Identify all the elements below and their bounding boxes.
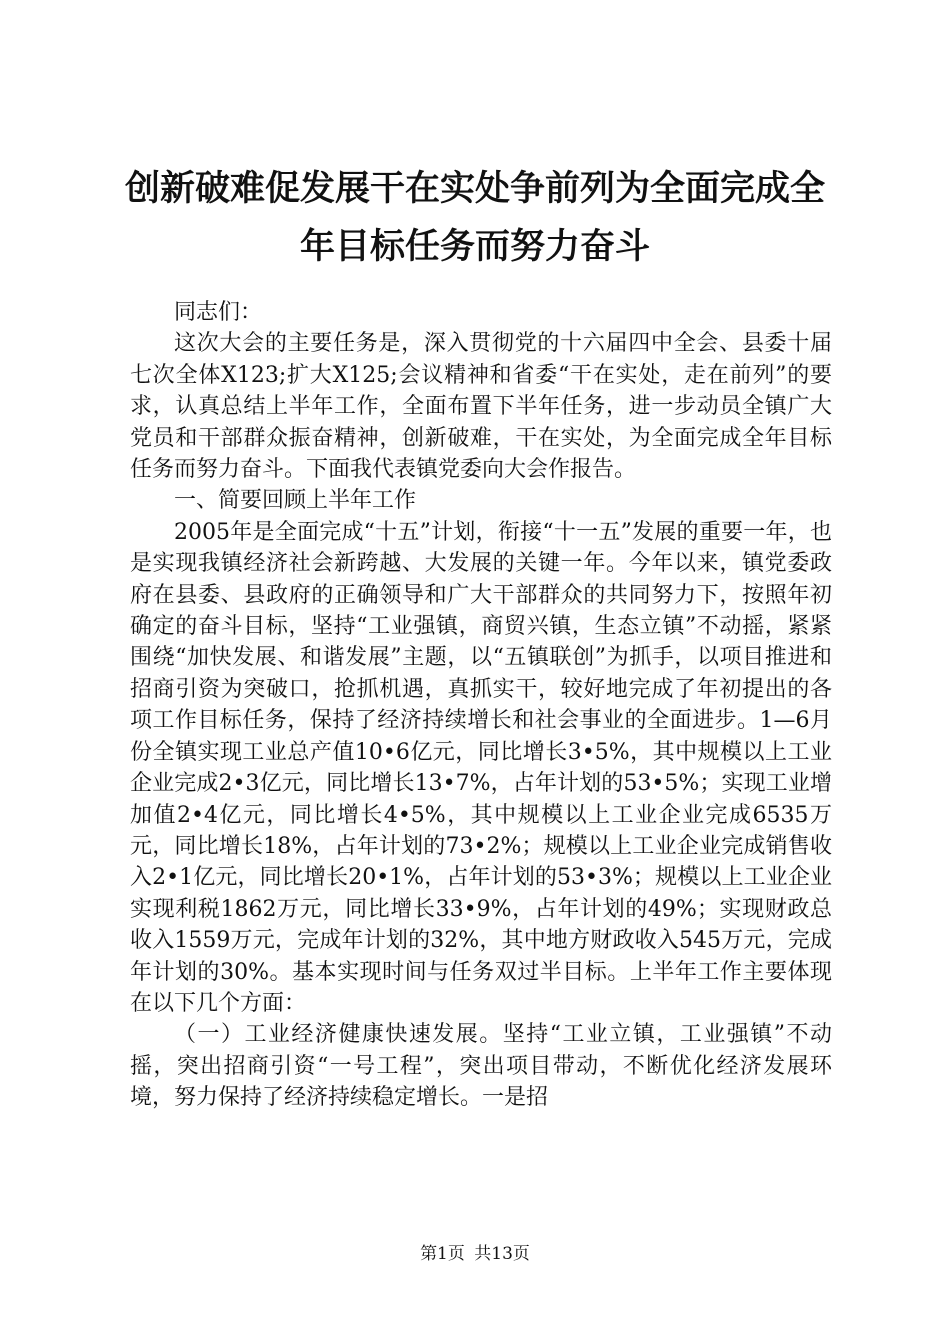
paragraph-industry: （一）工业经济健康快速发展。坚持“工业立镇，工业强镇”不动摇，突出招商引资“一号工程”，突出项目带动，不断优化经济发展环境，努力保持了经济持续稳定增长。一是招 — [130, 1022, 832, 1111]
paragraph-review: 2005年是全面完成“十五”计划，衔接“十一五”发展的重要一年，也是实现我镇经济社会新跨越、大发展的关键一年。今年以来，镇党委政府在县委、县政府的正确领导和广大干部群众的共同努力下，按照年初确定的奋斗目标，坚持“工业强镇，商贸兴镇，生态立镇”不动摇，紧紧围绕“加快发展、和谐发展”主题，以“五镇联创”为抓手，以项目推进和招商引资为突破口，抢抓机遇，真抓实干，较好地完成了年初提出的各项工作目标任务，保持了经济持续增长和社会事业的全面进步。1—6月份全镇实现工业总产值10•6亿元，同比增长3•5%，其中规模以上工业企业完成2•3亿元，同比增长13•7%，占年计划的53•5%；实现工业增加值2•4亿元，同比增长4•5%，其中规模以上工业企业完成6535万元，同比增长18%，占年计划的73•2%；规模以上工业企业完成销售收入2•1亿元，同比增长20•1%，占年计划的53•3%；规模以上工业企业实现利税1862万元，同比增长33•9%，占年计划的49%；实现财政总收入1559万元，完成年计划的32%，其中地方财政收入545万元，完成年计划的30%。基本实现时间与任务双过半目标。上半年工作主要体现在以下几个方面： — [130, 519, 832, 1016]
document-title — [110, 160, 840, 276]
title-line-2: 年目标任务而努力奋斗 — [299, 227, 650, 267]
page-footer — [0, 1243, 950, 1265]
title-line-1: 创新破难促发展干在实处争前列为全面完成全 — [124, 169, 825, 209]
section-heading: 一、简要回顾上半年工作 — [174, 488, 417, 514]
page-total: 共13页 — [474, 1244, 530, 1264]
page-number: 第1页 — [420, 1244, 465, 1264]
salutation: 同志们： — [174, 300, 263, 325]
paragraph-intro: 这次大会的主要任务是，深入贯彻党的十六届四中全会、县委十届七次全体X123;扩大X125;会议精神和省委“干在实处，走在前列”的要求，认真总结上半年工作，全面布置下半年任务，进一步动员全镇广大党员和干部群众振奋精神，创新破难，干在实处，为全面完成全年目标任务而努力奋斗。下面我代表镇党委向大会作报告。 — [130, 331, 832, 483]
document-body — [130, 297, 832, 1114]
